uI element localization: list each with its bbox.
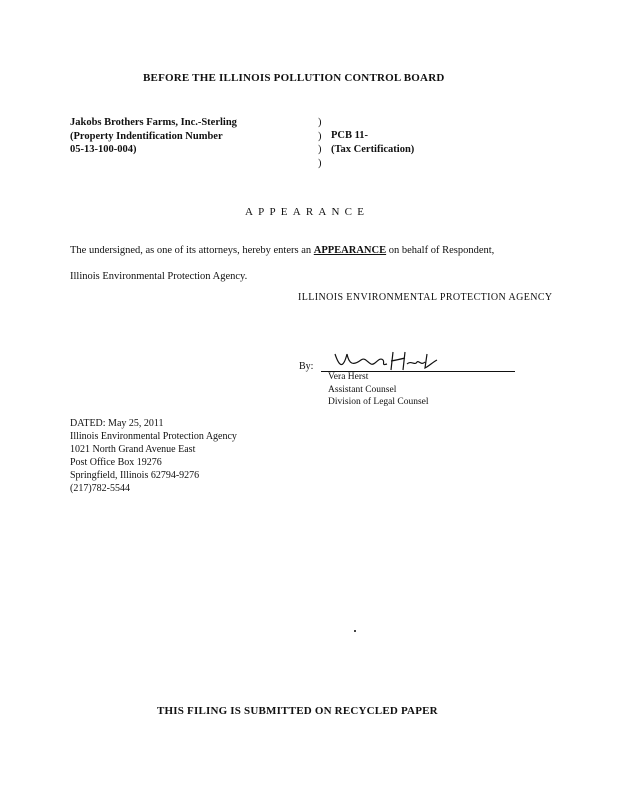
signer-title: Assistant Counsel	[328, 384, 397, 395]
property-id-number: 05-13-100-004)	[70, 144, 137, 155]
bracket: )	[318, 157, 322, 169]
appearance-body	[70, 238, 494, 290]
address-phone: (217)782-5544	[70, 483, 130, 494]
recycled-paper-footer: THIS FILING IS SUBMITTED ON RECYCLED PAPER	[157, 705, 438, 717]
dated-line: DATED: May 25, 2011	[70, 418, 164, 429]
case-number: PCB 11-	[331, 130, 369, 141]
signer-block	[328, 371, 429, 409]
body-text-part: The undersigned, as one of its attorneys, hereby enters an	[70, 245, 314, 256]
petitioner-caption	[70, 116, 237, 157]
appearance-heading: APPEARANCE	[245, 206, 370, 218]
signer-division: Division of Legal Counsel	[328, 397, 429, 407]
dated-address-block	[70, 417, 237, 495]
address-po-box: Post Office Box 19276	[70, 457, 162, 468]
petitioner-name: Jakobs Brothers Farms, Inc.-Sterling	[70, 117, 237, 128]
case-type: (Tax Certification)	[331, 143, 415, 155]
address-city: Springfield, Illinois 62794-9276	[70, 470, 200, 481]
address-agency: Illinois Environmental Protection Agency	[70, 431, 237, 442]
appearance-body-line2: Illinois Environmental Protection Agency.	[70, 271, 248, 282]
bracket: )	[318, 130, 322, 142]
by-label: By:	[299, 361, 314, 372]
bracket: )	[318, 144, 322, 155]
address-street: 1021 North Grand Avenue East	[70, 444, 196, 455]
bracket: )	[318, 117, 322, 128]
body-text-part: on behalf of Respondent,	[386, 245, 495, 256]
case-caption	[331, 129, 414, 156]
caption-brackets	[318, 116, 322, 170]
property-id-label: (Property Indentification Number	[70, 130, 223, 142]
agency-name: ILLINOIS ENVIRONMENTAL PROTECTION AGENCY	[298, 292, 553, 303]
signer-name: Vera Herst	[328, 372, 369, 382]
board-title: BEFORE THE ILLINOIS POLLUTION CONTROL BOARD	[143, 72, 445, 84]
appearance-emphasis: APPEARANCE	[313, 245, 387, 256]
appearance-body-line1	[70, 238, 494, 264]
scan-speck	[354, 630, 356, 632]
